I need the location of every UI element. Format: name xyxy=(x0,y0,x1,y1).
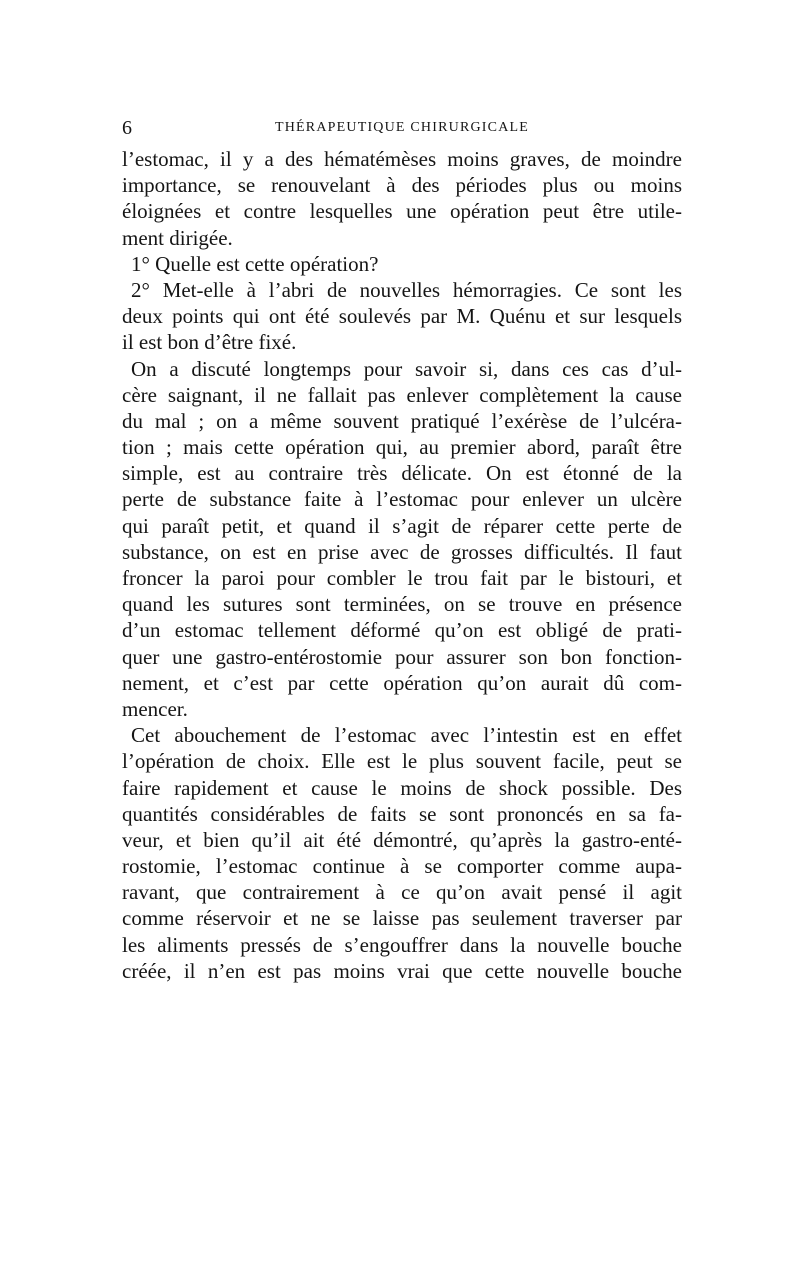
text-line: tion ; mais cette opération qui, au premier abord, paraît être xyxy=(122,435,682,460)
running-title: THÉRAPEUTIQUE CHIRURGICALE xyxy=(274,120,530,135)
page-number: 6 xyxy=(122,117,134,139)
text-line: cère saignant, il ne fallait pas enlever complètement la cause xyxy=(122,382,682,407)
text-line: ravant, que contrairement à ce qu’on avait pensé il agit xyxy=(122,880,682,905)
text-line: rostomie, l’estomac continue à se comporter comme aupa- xyxy=(122,854,682,879)
text-line: quantités considérables de faits se sont prononcés en sa fa- xyxy=(122,801,682,826)
text-line: il est bon d’être fixé. xyxy=(122,330,297,355)
text-line: froncer la paroi pour combler le trou fait par le bistouri, et xyxy=(122,566,682,590)
text-line: perte de substance faite à l’estomac pour enlever un ulcère xyxy=(122,487,682,512)
text-line: qui paraît petit, et quand il s’agit de réparer cette perte de xyxy=(122,513,682,538)
text-line: quer une gastro-entérostomie pour assurer son bon fonction- xyxy=(122,644,682,669)
text-line: comme réservoir et ne se laisse pas seulement traverser par xyxy=(122,906,682,931)
text-line: d’un estomac tellement déformé qu’on est obligé de prati- xyxy=(122,618,682,643)
text-line: mencer. xyxy=(122,696,188,721)
text-line: On a discuté longtemps pour savoir si, dans ces cas d’ul- xyxy=(131,356,682,381)
body-text xyxy=(122,146,682,984)
text-line: simple, est au contraire très délicate. On est étonné de la xyxy=(122,461,682,486)
text-line: faire rapidement et cause le moins de shock possible. Des xyxy=(122,775,682,800)
running-head xyxy=(122,114,682,142)
text-line: l’opération de choix. Elle est le plus souvent facile, peut se xyxy=(122,749,682,774)
text-line: nement, et c’est par cette opération qu’on aurait dû com- xyxy=(122,670,682,695)
text-line: Cet abouchement de l’estomac avec l’intestin est en effet xyxy=(131,723,682,748)
text-line: les aliments pressés de s’engouffrer dans la nouvelle bouche xyxy=(122,932,682,957)
text-line: veur, et bien qu’il ait été démontré, qu’après la gastro-enté- xyxy=(122,827,682,852)
text-line: 1° Quelle est cette opération? xyxy=(131,251,379,276)
text-line: du mal ; on a même souvent pratiqué l’exérèse de l’ulcéra- xyxy=(122,408,682,433)
text-line: quand les sutures sont terminées, on se trouve en présence xyxy=(122,592,682,617)
text-line: l’estomac, il y a des hématémèses moins graves, de moindre xyxy=(122,147,682,171)
text-line: substance, on est en prise avec de grosses difficultés. Il faut xyxy=(122,539,682,564)
text-line: éloignées et contre lesquelles une opération peut être utile- xyxy=(122,199,682,224)
text-line: importance, se renouvelant à des périodes plus ou moins xyxy=(122,173,682,198)
text-line: 2° Met-elle à l’abri de nouvelles hémorragies. Ce sont les xyxy=(131,277,682,302)
text-line: deux points qui ont été soulevés par M. Quénu et sur lesquels xyxy=(122,304,682,329)
text-line: ment dirigée. xyxy=(122,225,233,250)
book-page xyxy=(122,114,682,984)
text-line: créée, il n’en est pas moins vrai que cette nouvelle bouche xyxy=(122,958,682,983)
